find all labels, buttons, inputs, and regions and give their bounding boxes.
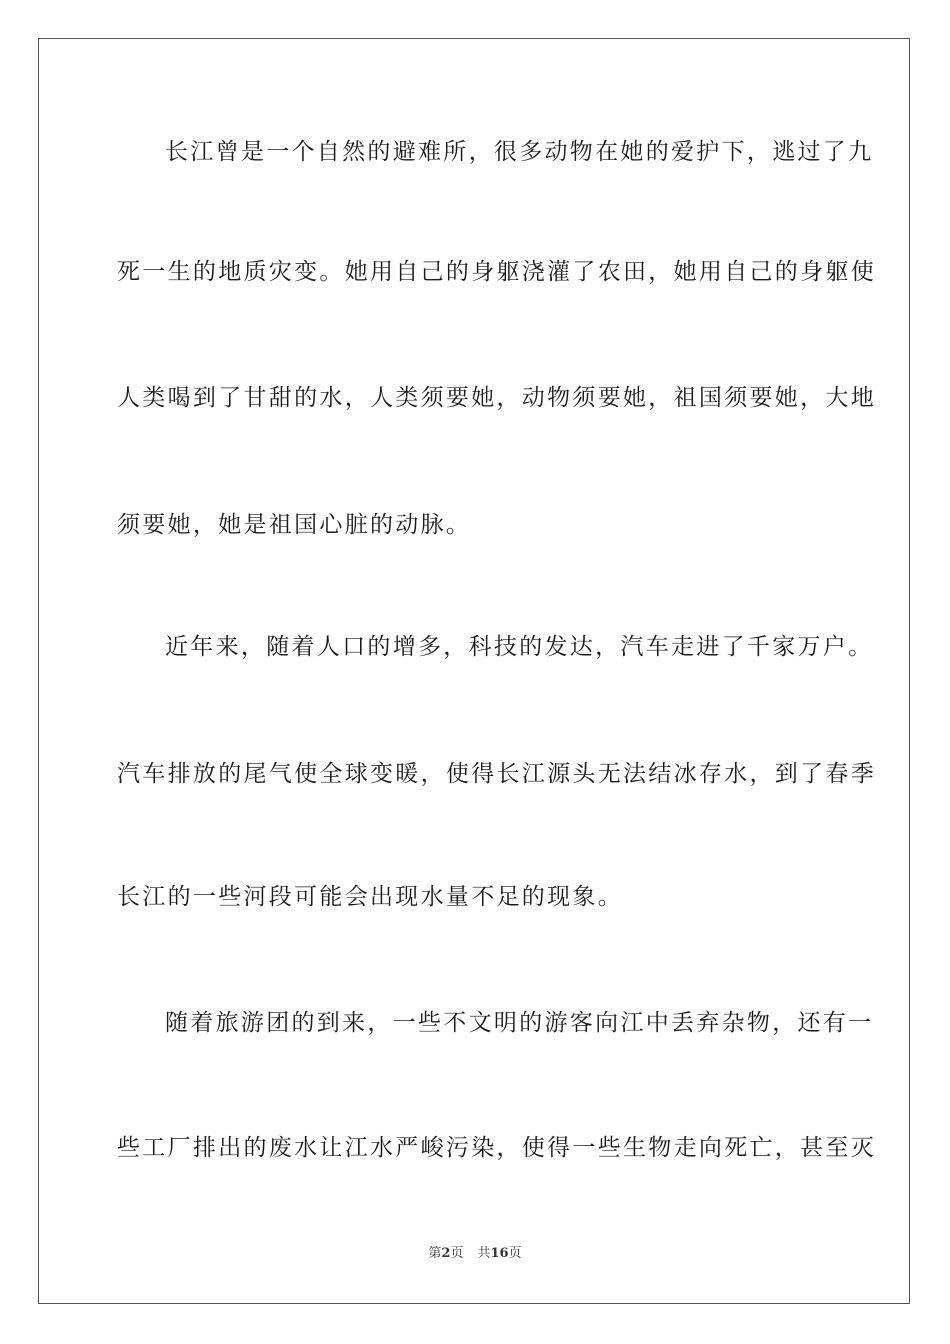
- paragraph-line: 随着旅游团的到来，一些不文明的游客向江中丢弃杂物，还有一: [165, 1010, 874, 1036]
- paragraph-line: 些工厂排出的废水让江水严峻污染，使得一些生物走向死亡，甚至灭: [117, 1135, 876, 1161]
- total-pages: 16: [490, 1246, 509, 1261]
- page-prefix: 第: [428, 1246, 442, 1261]
- paragraph-line: 近年来，随着人口的增多，科技的发达，汽车走进了千家万户。: [165, 634, 874, 660]
- paragraph-line: 须要她，她是祖国心脏的动脉。: [117, 512, 472, 538]
- paragraph-line: 人类喝到了甘甜的水，人类须要她，动物须要她，祖国须要她，大地: [117, 385, 876, 411]
- paragraph-line: 长江的一些河段可能会出现水量不足的现象。: [117, 884, 623, 910]
- page-suffix: 页: [450, 1246, 464, 1261]
- paragraph-line: 死一生的地质灾变。她用自己的身躯浇灌了农田，她用自己的身躯使: [117, 259, 876, 285]
- page-border: [38, 38, 910, 1304]
- total-suffix: 页: [508, 1246, 522, 1261]
- page-number: 2: [441, 1246, 451, 1261]
- page-footer: [0, 1242, 950, 1261]
- paragraph-line: 汽车排放的尾气使全球变暖，使得长江源头无法结冰存水，到了春季: [117, 761, 876, 787]
- total-prefix: 共: [477, 1246, 491, 1261]
- paragraph-line: 长江曾是一个自然的避难所，很多动物在她的爱护下，逃过了九: [165, 139, 874, 165]
